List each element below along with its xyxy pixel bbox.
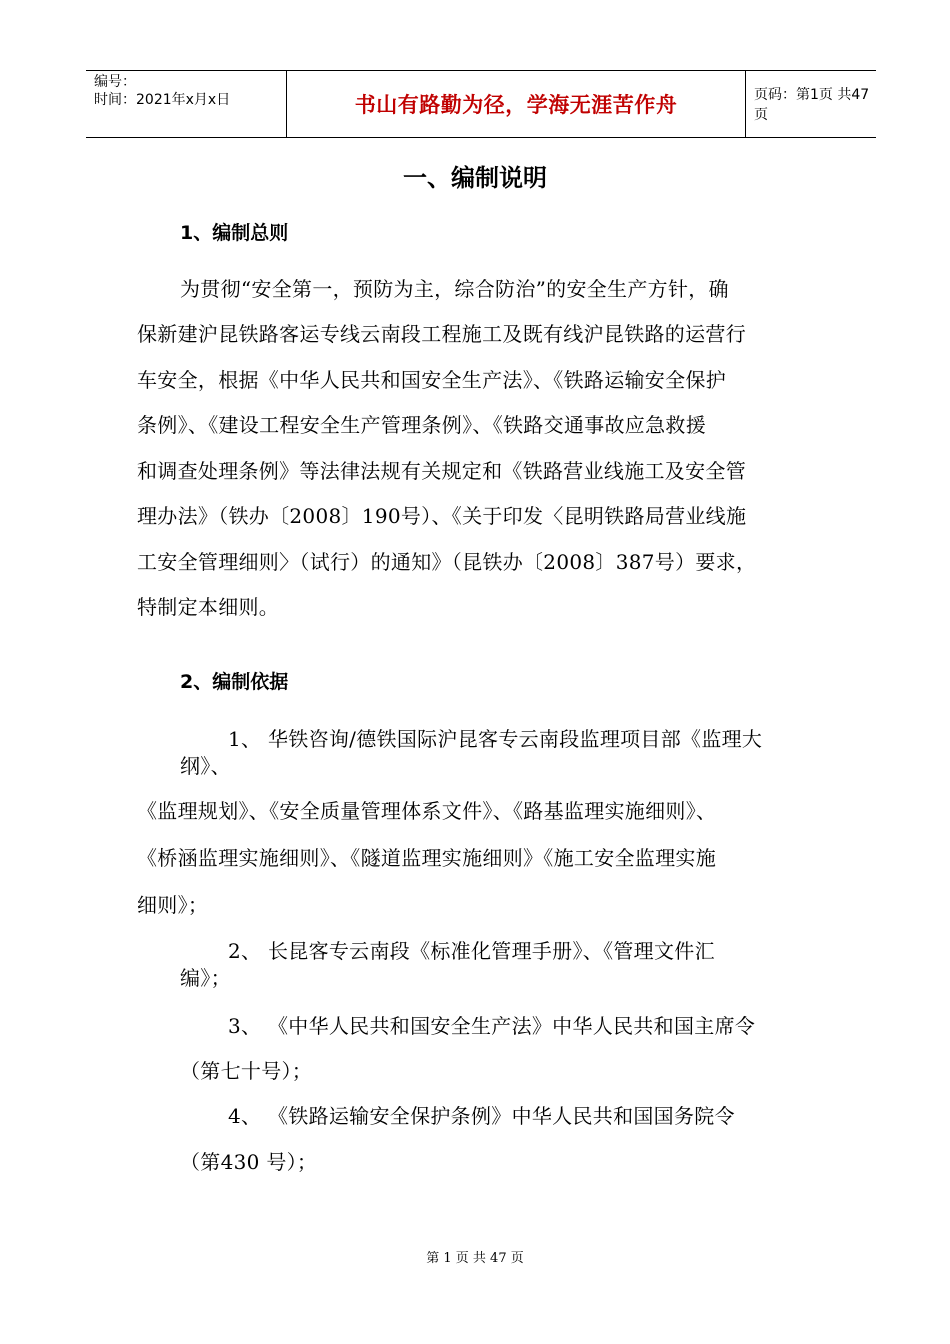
list-item-line: 2、 长昆客专云南段《标准化管理手册》、《管理文件汇 (228, 939, 715, 963)
header-page-number: 页码：第1页 共47页 (754, 87, 870, 123)
header-meta (86, 71, 286, 137)
section-heading-general: 1、编制总则 (180, 222, 289, 244)
paragraph-line: 和调查处理条例》等法律法规有关规定和《铁路营业线施工及安全管 (137, 459, 746, 483)
page-footer: 第 1 页 共 47 页 (426, 1251, 524, 1266)
document-time-label: 时间：2021年x月x日 (94, 92, 231, 108)
paragraph-line: 理办法》（铁办〔2008〕190号）、《关于印发〈昆明铁路局营业线施 (137, 504, 747, 528)
paragraph-line: 为贯彻“安全第一，预防为主，综合防治”的安全生产方针，确 (180, 277, 729, 301)
list-item-line: 《桥涵监理实施细则》、《隧道监理实施细则》《施工安全监理实施 (137, 846, 716, 870)
list-item-line: 4、 《铁路运输安全保护条例》中华人民共和国国务院令 (228, 1104, 735, 1128)
header-page-cell (746, 71, 876, 137)
header-motto-cell (286, 71, 746, 137)
list-item-line: 《监理规划》、《安全质量管理体系文件》、《路基监理实施细则》、 (137, 799, 717, 823)
paragraph-line: 特制定本细则。 (137, 595, 280, 619)
document-header (86, 70, 876, 138)
section-heading-basis: 2、编制依据 (180, 671, 289, 693)
page-title: 一、编制说明 (403, 164, 547, 192)
list-item-line: 1、 华铁咨询/德铁国际沪昆客专云南段监理项目部《监理大 (228, 727, 763, 751)
list-item-line: 纲》、 (180, 754, 231, 778)
paragraph-line: 工安全管理细则〉（试行）的通知》（昆铁办〔2008〕387号）要求， (137, 550, 757, 574)
paragraph-line: 车安全，根据《中华人民共和国安全生产法》、《铁路运输安全保护 (137, 368, 726, 392)
document-number-label: 编号： (94, 74, 136, 90)
paragraph-line: 条例》、《建设工程安全生产管理条例》、《铁路交通事故应急救援 (137, 413, 706, 437)
list-item-line: （第七十号）； (180, 1059, 313, 1083)
header-motto: 书山有路勤为径，学海无涯苦作舟 (354, 93, 678, 117)
list-item-line: 细则》； (137, 893, 209, 917)
paragraph-line: 保新建沪昆铁路客运专线云南段工程施工及既有线沪昆铁路的运营行 (137, 322, 746, 346)
list-item-line: 3、 《中华人民共和国安全生产法》中华人民共和国主席令 (228, 1014, 756, 1038)
list-item-line: （第430 号）； (180, 1150, 318, 1174)
list-item-line: 编》； (180, 966, 231, 990)
